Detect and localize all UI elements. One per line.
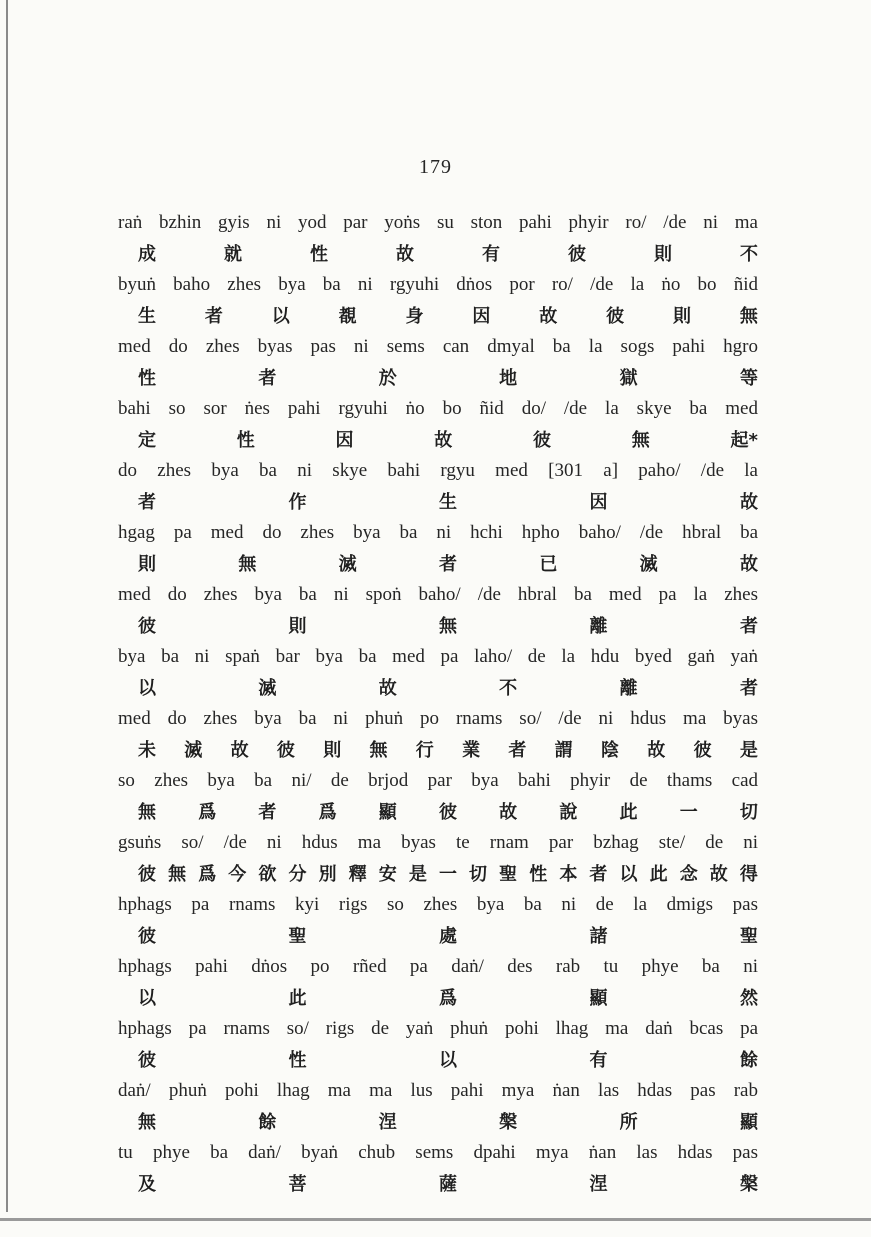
line-pair [118,828,758,890]
chinese-character: 彼 [276,740,295,761]
chinese-character: 本 [559,864,578,885]
chinese-character: 聖 [288,926,307,947]
line-pair [118,208,758,270]
chinese-character: 故 [740,492,758,513]
interlinear-text [118,208,758,1200]
tibetan-line: gsuṅs so/ /de ni hdus ma byas te rnam par bzhag ste/ de ni [118,832,758,853]
chinese-character: 因 [589,492,608,513]
chinese-character: 滅 [258,678,277,699]
chinese-character: 無 [138,802,156,823]
tibetan-line: med do zhes bya ba ni spoṅ baho/ /de hbral ba med pa la zhes [118,584,758,605]
chinese-character: 故 [709,864,728,885]
chinese-character: 離 [619,678,638,699]
chinese-line [138,1168,758,1198]
chinese-character: 性 [236,430,255,451]
chinese-character: 是 [739,740,758,761]
chinese-character: 彼 [138,1050,156,1071]
tibetan-line: hphags pahi dṅos po rñed pa daṅ/ des rab tu phye ba ni [118,956,758,977]
line-pair [118,332,758,394]
chinese-character: 聖 [499,864,518,885]
chinese-character: 則 [673,306,691,327]
chinese-character: 者 [138,492,156,513]
chinese-character: 彼 [138,864,156,885]
chinese-character: 無 [138,1112,156,1133]
page-number: 179 [419,156,452,178]
chinese-line [138,920,758,950]
chinese-line [138,796,758,826]
chinese-character: 業 [462,740,481,761]
tibetan-line: med do zhes byas pas ni sems can dmyal ba la sogs pahi hgro [118,336,758,357]
chinese-character: 念 [679,864,698,885]
chinese-character: 滅 [639,554,658,575]
chinese-character: 起* [730,430,758,451]
line-pair [118,1076,758,1138]
chinese-character: 無 [369,740,388,761]
chinese-character: 然 [740,988,758,1009]
chinese-character: 則 [323,740,342,761]
chinese-character: 所 [619,1112,638,1133]
chinese-character: 已 [539,554,558,575]
chinese-character: 則 [138,554,156,575]
chinese-character: 者 [258,368,277,389]
tibetan-line: hgag pa med do zhes bya ba ni hchi hpho baho/ /de hbral ba [118,522,758,543]
line-pair [118,890,758,952]
chinese-character: 彼 [138,616,156,637]
chinese-character: 行 [415,740,434,761]
chinese-character: 餘 [258,1112,277,1133]
chinese-character: 菩 [288,1174,307,1195]
tibetan-line: daṅ/ phuṅ pohi lhag ma ma lus pahi mya ṅan las hdas pas rab [118,1080,758,1101]
chinese-character: 爲 [439,988,457,1009]
chinese-character: 則 [654,244,672,265]
chinese-character: 有 [589,1050,608,1071]
chinese-line [138,300,758,330]
line-pair [118,642,758,704]
chinese-character: 分 [288,864,307,885]
chinese-character: 者 [204,306,223,327]
line-pair [118,518,758,580]
chinese-character: 身 [405,306,424,327]
chinese-character: 無 [439,616,457,637]
chinese-character: 彼 [606,306,625,327]
chinese-character: 顯 [589,988,608,1009]
chinese-character: 者 [508,740,527,761]
chinese-character: 一 [438,864,457,885]
chinese-character: 以 [439,1050,457,1071]
chinese-character: 處 [439,926,457,947]
chinese-character: 餘 [740,1050,758,1071]
tibetan-line: tu phye ba daṅ/ byaṅ chub sems dpahi mya ṅan las hdas pas [118,1142,758,1163]
chinese-character: 就 [224,244,242,265]
chinese-character: 涅 [589,1174,608,1195]
chinese-character: 是 [408,864,427,885]
chinese-character: 釋 [348,864,367,885]
chinese-line [138,982,758,1012]
tibetan-line: hphags pa rnams kyi rigs so zhes bya ba ni de la dmigs pas [118,894,758,915]
chinese-character: 無 [238,554,257,575]
page-left-rule [6,0,8,1212]
chinese-character: 性 [529,864,548,885]
chinese-line [138,424,758,454]
chinese-character: 說 [559,802,578,823]
chinese-character: 故 [739,554,758,575]
chinese-character: 者 [438,554,457,575]
chinese-character: 離 [589,616,608,637]
line-pair [118,270,758,332]
line-pair [118,1138,758,1200]
chinese-character: 則 [288,616,307,637]
chinese-character: 一 [679,802,698,823]
chinese-character: 切 [739,802,758,823]
chinese-character: 爲 [318,802,337,823]
chinese-character: 不 [740,244,758,265]
tibetan-line: do zhes bya ba ni skye bahi rgyu med [301 a] paho/ /de la [118,460,758,481]
chinese-line [138,486,758,516]
chinese-character: 定 [138,430,156,451]
chinese-character: 涅 [378,1112,397,1133]
chinese-character: 以 [138,988,156,1009]
chinese-character: 作 [288,492,307,513]
tibetan-line: so zhes bya ba ni/ de brjod par bya bahi phyir de thams cad [118,770,758,791]
chinese-character: 故 [378,678,397,699]
chinese-character: 槃 [499,1112,518,1133]
chinese-character: 彼 [693,740,712,761]
tibetan-line: med do zhes bya ba ni phuṅ po rnams so/ /de ni hdus ma byas [118,708,758,729]
tibetan-line: raṅ bzhin gyis ni yod par yoṅs su ston pahi phyir ro/ /de ni ma [118,212,758,233]
line-pair [118,1014,758,1076]
chinese-character: 無 [631,430,650,451]
chinese-character: 性 [288,1050,307,1071]
chinese-character: 槃 [740,1174,758,1195]
chinese-character: 彼 [438,802,457,823]
line-pair [118,952,758,1014]
chinese-character: 顯 [739,1112,758,1133]
chinese-character: 生 [138,306,156,327]
chinese-character: 此 [619,802,638,823]
chinese-character: 不 [499,678,518,699]
chinese-character: 此 [288,988,307,1009]
chinese-character: 彼 [568,244,586,265]
tibetan-line: bahi so sor ṅes pahi rgyuhi ṅo bo ñid do/ /de la skye ba med [118,398,758,419]
chinese-line [138,734,758,764]
chinese-line [138,672,758,702]
chinese-character: 地 [499,368,518,389]
tibetan-line: bya ba ni spaṅ bar bya ba med pa laho/ de la hdu byed gaṅ yaṅ [118,646,758,667]
chinese-character: 滅 [338,554,357,575]
chinese-character: 於 [378,368,397,389]
chinese-character: 爲 [198,802,217,823]
chinese-character: 獄 [619,368,638,389]
chinese-character: 以 [271,306,290,327]
chinese-character: 故 [647,740,666,761]
chinese-character: 故 [396,244,414,265]
chinese-character: 以 [619,864,638,885]
chinese-character: 爲 [198,864,217,885]
line-pair [118,766,758,828]
chinese-line [138,238,758,268]
line-pair [118,704,758,766]
tibetan-line: hphags pa rnams so/ rigs de yaṅ phuṅ pohi lhag ma daṅ bcas pa [118,1018,758,1039]
chinese-character: 滅 [184,740,203,761]
chinese-character: 無 [739,306,758,327]
chinese-character: 以 [138,678,156,699]
chinese-character: 故 [499,802,518,823]
page-bottom-rule [0,1218,871,1221]
tibetan-line: byuṅ baho zhes bya ba ni rgyuhi dṅos por ro/ /de la ṅo bo ñid [118,274,758,295]
chinese-character: 彼 [533,430,551,451]
chinese-character: 者 [740,616,758,637]
chinese-line [138,610,758,640]
line-pair [118,456,758,518]
chinese-character: 安 [378,864,397,885]
chinese-character: 等 [739,368,758,389]
chinese-character: 性 [310,244,328,265]
chinese-character: 者 [589,864,608,885]
chinese-character: 有 [482,244,500,265]
chinese-character: 故 [539,306,558,327]
chinese-character: 陰 [600,740,619,761]
chinese-character: 此 [649,864,668,885]
chinese-character: 成 [138,244,156,265]
line-pair [118,394,758,456]
chinese-character: 無 [168,864,187,885]
chinese-character: 性 [138,368,156,389]
chinese-character: 因 [472,306,491,327]
chinese-character: 生 [439,492,457,513]
line-pair [118,580,758,642]
chinese-character: 故 [230,740,249,761]
chinese-character: 者 [739,678,758,699]
chinese-character: 故 [434,430,453,451]
chinese-character: 覩 [338,306,357,327]
chinese-character: 未 [138,740,156,761]
chinese-character: 得 [739,864,758,885]
chinese-line [138,548,758,578]
chinese-character: 謂 [554,740,573,761]
chinese-line [138,1044,758,1074]
chinese-character: 顯 [378,802,397,823]
chinese-character: 諸 [589,926,608,947]
chinese-character: 及 [138,1174,156,1195]
chinese-character: 彼 [138,926,156,947]
chinese-character: 別 [318,864,337,885]
chinese-line [138,362,758,392]
chinese-character: 者 [258,802,277,823]
chinese-character: 今 [228,864,247,885]
chinese-character: 薩 [439,1174,457,1195]
chinese-character: 切 [469,864,488,885]
chinese-line [138,1106,758,1136]
chinese-character: 聖 [740,926,758,947]
chinese-character: 因 [335,430,354,451]
chinese-character: 欲 [258,864,277,885]
chinese-line [138,858,758,888]
